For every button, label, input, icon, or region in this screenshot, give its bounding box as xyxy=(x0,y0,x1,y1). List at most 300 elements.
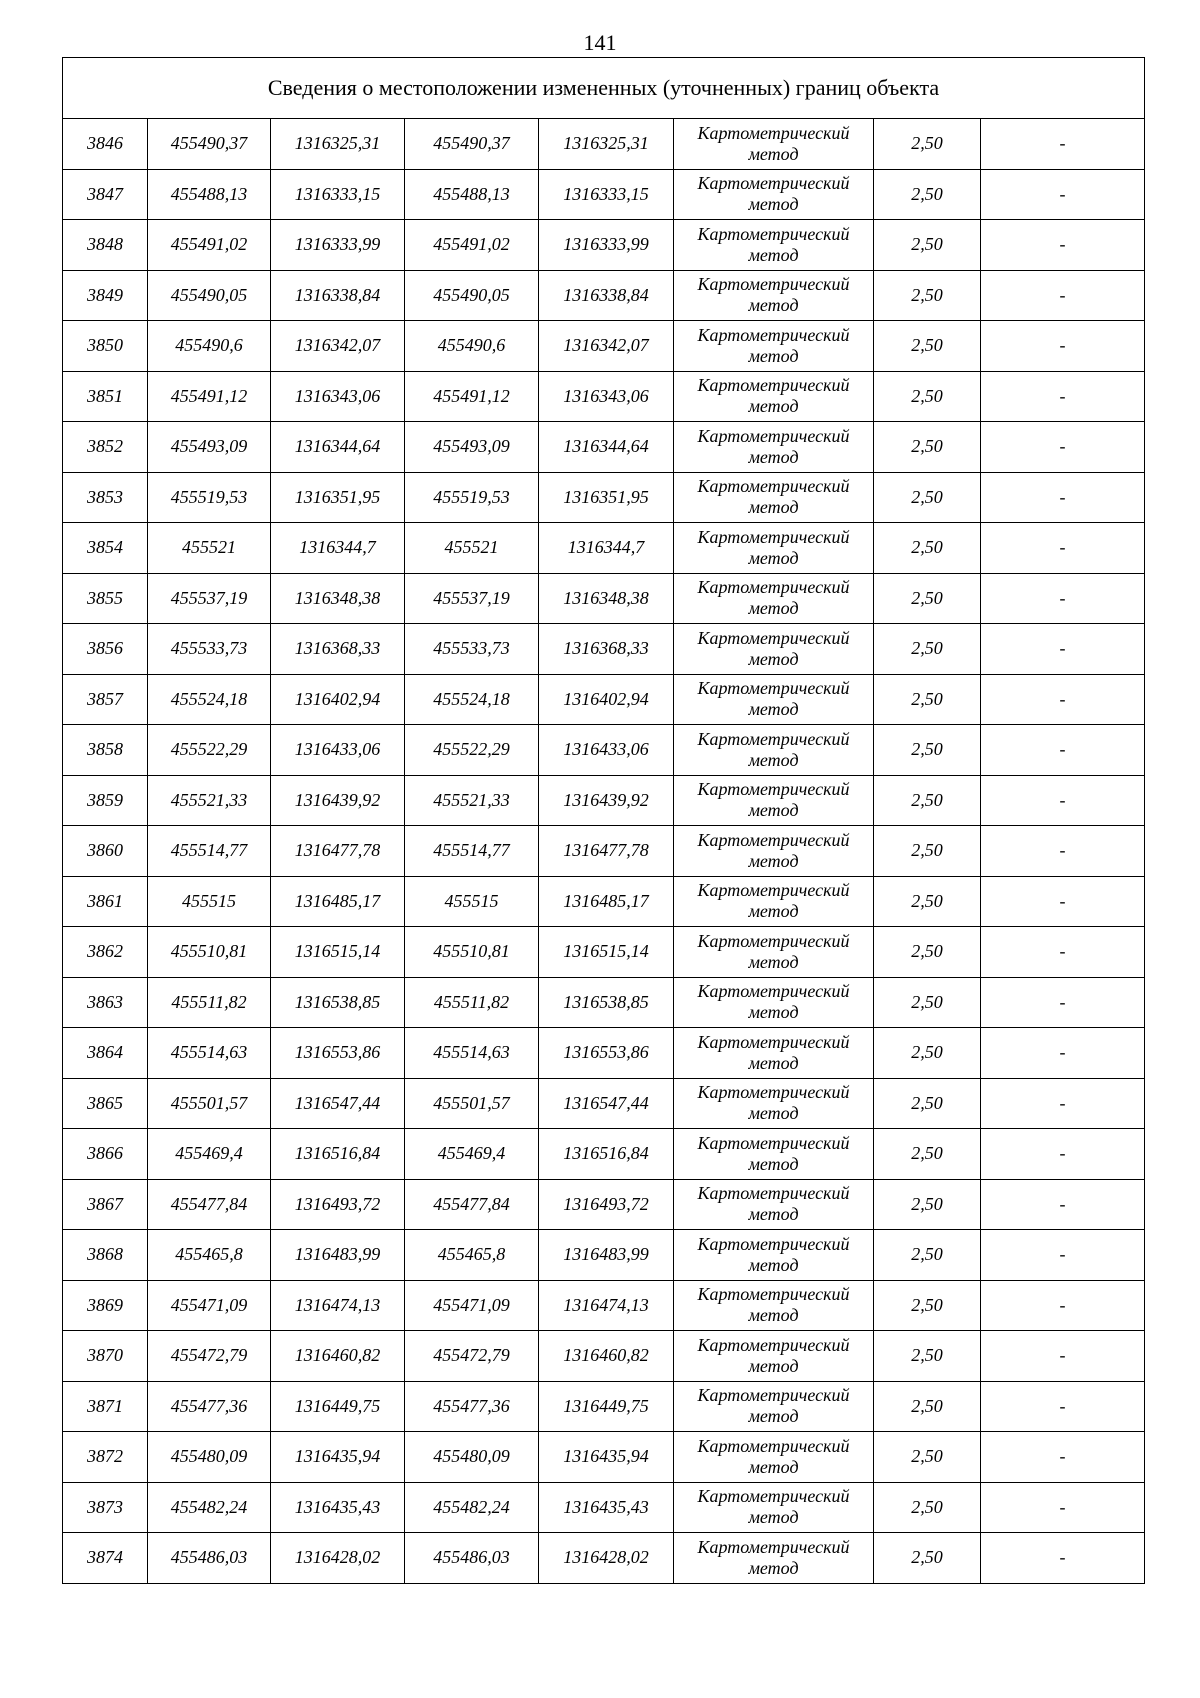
x-existing-cell: 455491,12 xyxy=(148,371,271,422)
x-refined-cell: 455469,4 xyxy=(405,1129,539,1180)
accuracy-cell: 2,50 xyxy=(874,977,981,1028)
method-cell xyxy=(674,977,874,1028)
method-line-1: Картометрический xyxy=(697,425,850,446)
x-existing-cell: 455472,79 xyxy=(148,1331,271,1382)
method-line-2: метод xyxy=(748,497,799,518)
y-refined-cell: 1316344,64 xyxy=(539,422,674,473)
accuracy-cell: 2,50 xyxy=(874,119,981,170)
method-line-1: Картометрический xyxy=(697,577,850,598)
x-existing-cell: 455533,73 xyxy=(148,624,271,675)
note-cell: - xyxy=(981,321,1145,372)
method-line-1: Картометрический xyxy=(697,173,850,194)
method-line-1: Картометрический xyxy=(697,1284,850,1305)
x-refined-cell: 455488,13 xyxy=(405,169,539,220)
method-line-1: Картометрический xyxy=(697,1536,850,1557)
point-number-cell: 3871 xyxy=(63,1381,148,1432)
accuracy-cell: 2,50 xyxy=(874,1432,981,1483)
x-refined-cell: 455521 xyxy=(405,523,539,574)
table-row xyxy=(63,1028,1145,1079)
y-existing-cell: 1316477,78 xyxy=(271,826,405,877)
y-refined-cell: 1316483,99 xyxy=(539,1230,674,1281)
x-existing-cell: 455480,09 xyxy=(148,1432,271,1483)
y-existing-cell: 1316553,86 xyxy=(271,1028,405,1079)
point-number-cell: 3855 xyxy=(63,573,148,624)
method-cell xyxy=(674,1179,874,1230)
x-existing-cell: 455477,36 xyxy=(148,1381,271,1432)
x-existing-cell: 455521 xyxy=(148,523,271,574)
method-cell xyxy=(674,169,874,220)
note-cell: - xyxy=(981,624,1145,675)
y-refined-cell: 1316433,06 xyxy=(539,725,674,776)
point-number-cell: 3872 xyxy=(63,1432,148,1483)
method-line-1: Картометрический xyxy=(697,274,850,295)
y-refined-cell: 1316402,94 xyxy=(539,674,674,725)
method-cell xyxy=(674,523,874,574)
method-line-1: Картометрический xyxy=(697,1031,850,1052)
x-refined-cell: 455522,29 xyxy=(405,725,539,776)
note-cell: - xyxy=(981,270,1145,321)
table-row xyxy=(63,927,1145,978)
note-cell: - xyxy=(981,472,1145,523)
method-line-1: Картометрический xyxy=(697,223,850,244)
method-line-2: метод xyxy=(748,598,799,619)
y-existing-cell: 1316338,84 xyxy=(271,270,405,321)
accuracy-cell: 2,50 xyxy=(874,270,981,321)
x-refined-cell: 455537,19 xyxy=(405,573,539,624)
accuracy-cell: 2,50 xyxy=(874,674,981,725)
table-row xyxy=(63,624,1145,675)
method-cell xyxy=(674,624,874,675)
table-row xyxy=(63,1331,1145,1382)
x-existing-cell: 455510,81 xyxy=(148,927,271,978)
method-line-1: Картометрический xyxy=(697,1183,850,1204)
y-existing-cell: 1316333,15 xyxy=(271,169,405,220)
method-line-1: Картометрический xyxy=(697,627,850,648)
method-line-1: Картометрический xyxy=(697,829,850,850)
point-number-cell: 3853 xyxy=(63,472,148,523)
y-refined-cell: 1316547,44 xyxy=(539,1078,674,1129)
table-row xyxy=(63,1381,1145,1432)
accuracy-cell: 2,50 xyxy=(874,523,981,574)
y-existing-cell: 1316368,33 xyxy=(271,624,405,675)
accuracy-cell: 2,50 xyxy=(874,876,981,927)
accuracy-cell: 2,50 xyxy=(874,927,981,978)
boundary-coordinates-table xyxy=(62,57,1145,1584)
table-row xyxy=(63,1533,1145,1584)
y-refined-cell: 1316449,75 xyxy=(539,1381,674,1432)
point-number-cell: 3850 xyxy=(63,321,148,372)
note-cell: - xyxy=(981,674,1145,725)
method-line-2: метод xyxy=(748,648,799,669)
method-line-2: метод xyxy=(748,295,799,316)
y-refined-cell: 1316333,99 xyxy=(539,220,674,271)
table-title: Сведения о местоположении измененных (уточненных) границ объекта xyxy=(63,58,1145,119)
table-row xyxy=(63,1230,1145,1281)
method-cell xyxy=(674,1432,874,1483)
method-cell xyxy=(674,119,874,170)
y-refined-cell: 1316515,14 xyxy=(539,927,674,978)
table-title-row xyxy=(63,58,1145,119)
accuracy-cell: 2,50 xyxy=(874,220,981,271)
method-cell xyxy=(674,321,874,372)
method-line-2: метод xyxy=(748,749,799,770)
x-existing-cell: 455511,82 xyxy=(148,977,271,1028)
method-line-2: метод xyxy=(748,1103,799,1124)
point-number-cell: 3873 xyxy=(63,1482,148,1533)
x-existing-cell: 455493,09 xyxy=(148,422,271,473)
note-cell: - xyxy=(981,826,1145,877)
method-cell xyxy=(674,674,874,725)
y-existing-cell: 1316538,85 xyxy=(271,977,405,1028)
x-refined-cell: 455472,79 xyxy=(405,1331,539,1382)
method-cell xyxy=(674,927,874,978)
note-cell: - xyxy=(981,876,1145,927)
note-cell: - xyxy=(981,1230,1145,1281)
point-number-cell: 3854 xyxy=(63,523,148,574)
method-line-1: Картометрический xyxy=(697,880,850,901)
table-row xyxy=(63,321,1145,372)
point-number-cell: 3868 xyxy=(63,1230,148,1281)
accuracy-cell: 2,50 xyxy=(874,573,981,624)
method-cell xyxy=(674,826,874,877)
accuracy-cell: 2,50 xyxy=(874,169,981,220)
accuracy-cell: 2,50 xyxy=(874,321,981,372)
point-number-cell: 3864 xyxy=(63,1028,148,1079)
y-existing-cell: 1316344,64 xyxy=(271,422,405,473)
x-refined-cell: 455514,63 xyxy=(405,1028,539,1079)
y-refined-cell: 1316351,95 xyxy=(539,472,674,523)
y-existing-cell: 1316515,14 xyxy=(271,927,405,978)
y-existing-cell: 1316351,95 xyxy=(271,472,405,523)
x-existing-cell: 455524,18 xyxy=(148,674,271,725)
method-cell xyxy=(674,270,874,321)
x-refined-cell: 455465,8 xyxy=(405,1230,539,1281)
x-refined-cell: 455521,33 xyxy=(405,775,539,826)
method-line-1: Картометрический xyxy=(697,1132,850,1153)
point-number-cell: 3870 xyxy=(63,1331,148,1382)
method-cell xyxy=(674,1381,874,1432)
method-line-2: метод xyxy=(748,547,799,568)
method-line-1: Картометрический xyxy=(697,122,850,143)
method-cell xyxy=(674,573,874,624)
table-row xyxy=(63,1280,1145,1331)
note-cell: - xyxy=(981,725,1145,776)
method-line-1: Картометрический xyxy=(697,930,850,951)
y-existing-cell: 1316449,75 xyxy=(271,1381,405,1432)
table-row xyxy=(63,422,1145,473)
point-number-cell: 3865 xyxy=(63,1078,148,1129)
x-existing-cell: 455519,53 xyxy=(148,472,271,523)
note-cell: - xyxy=(981,775,1145,826)
note-cell: - xyxy=(981,169,1145,220)
accuracy-cell: 2,50 xyxy=(874,1381,981,1432)
method-line-1: Картометрический xyxy=(697,324,850,345)
method-cell xyxy=(674,1129,874,1180)
table-row xyxy=(63,725,1145,776)
y-refined-cell: 1316553,86 xyxy=(539,1028,674,1079)
x-existing-cell: 455537,19 xyxy=(148,573,271,624)
x-existing-cell: 455515 xyxy=(148,876,271,927)
x-refined-cell: 455490,05 xyxy=(405,270,539,321)
method-line-2: метод xyxy=(748,446,799,467)
method-cell xyxy=(674,725,874,776)
method-line-2: метод xyxy=(748,1254,799,1275)
note-cell: - xyxy=(981,1482,1145,1533)
note-cell: - xyxy=(981,1432,1145,1483)
method-line-2: метод xyxy=(748,1355,799,1376)
table-row xyxy=(63,371,1145,422)
y-refined-cell: 1316325,31 xyxy=(539,119,674,170)
method-line-1: Картометрический xyxy=(697,1385,850,1406)
table-row xyxy=(63,775,1145,826)
x-refined-cell: 455491,12 xyxy=(405,371,539,422)
x-existing-cell: 455482,24 xyxy=(148,1482,271,1533)
y-existing-cell: 1316493,72 xyxy=(271,1179,405,1230)
method-line-2: метод xyxy=(748,1557,799,1578)
table-row xyxy=(63,220,1145,271)
method-cell xyxy=(674,1482,874,1533)
method-line-1: Картометрический xyxy=(697,476,850,497)
method-line-1: Картометрический xyxy=(697,728,850,749)
point-number-cell: 3861 xyxy=(63,876,148,927)
method-line-1: Картометрический xyxy=(697,1082,850,1103)
x-refined-cell: 455477,84 xyxy=(405,1179,539,1230)
x-refined-cell: 455514,77 xyxy=(405,826,539,877)
method-cell xyxy=(674,1533,874,1584)
x-refined-cell: 455510,81 xyxy=(405,927,539,978)
table-row xyxy=(63,977,1145,1028)
x-existing-cell: 455522,29 xyxy=(148,725,271,776)
method-line-2: метод xyxy=(748,345,799,366)
y-refined-cell: 1316485,17 xyxy=(539,876,674,927)
y-existing-cell: 1316483,99 xyxy=(271,1230,405,1281)
accuracy-cell: 2,50 xyxy=(874,725,981,776)
x-refined-cell: 455490,37 xyxy=(405,119,539,170)
y-existing-cell: 1316439,92 xyxy=(271,775,405,826)
method-line-2: метод xyxy=(748,699,799,720)
method-line-2: метод xyxy=(748,1456,799,1477)
x-existing-cell: 455514,63 xyxy=(148,1028,271,1079)
y-refined-cell: 1316435,94 xyxy=(539,1432,674,1483)
accuracy-cell: 2,50 xyxy=(874,371,981,422)
accuracy-cell: 2,50 xyxy=(874,775,981,826)
table-row xyxy=(63,523,1145,574)
y-existing-cell: 1316325,31 xyxy=(271,119,405,170)
page-number: 141 xyxy=(583,30,617,55)
method-cell xyxy=(674,472,874,523)
method-line-2: метод xyxy=(748,850,799,871)
table-row xyxy=(63,876,1145,927)
method-line-2: метод xyxy=(748,1406,799,1427)
x-refined-cell: 455515 xyxy=(405,876,539,927)
method-cell xyxy=(674,775,874,826)
method-line-2: метод xyxy=(748,1305,799,1326)
method-line-2: метод xyxy=(748,1204,799,1225)
method-cell xyxy=(674,1230,874,1281)
y-existing-cell: 1316485,17 xyxy=(271,876,405,927)
table-row xyxy=(63,1129,1145,1180)
accuracy-cell: 2,50 xyxy=(874,1482,981,1533)
accuracy-cell: 2,50 xyxy=(874,1533,981,1584)
y-existing-cell: 1316342,07 xyxy=(271,321,405,372)
y-refined-cell: 1316428,02 xyxy=(539,1533,674,1584)
y-refined-cell: 1316338,84 xyxy=(539,270,674,321)
y-existing-cell: 1316435,94 xyxy=(271,1432,405,1483)
y-refined-cell: 1316435,43 xyxy=(539,1482,674,1533)
y-refined-cell: 1316493,72 xyxy=(539,1179,674,1230)
y-existing-cell: 1316333,99 xyxy=(271,220,405,271)
note-cell: - xyxy=(981,1280,1145,1331)
table-row xyxy=(63,1482,1145,1533)
method-line-2: метод xyxy=(748,244,799,265)
table-row xyxy=(63,1179,1145,1230)
note-cell: - xyxy=(981,1331,1145,1382)
table-row xyxy=(63,1432,1145,1483)
method-line-2: метод xyxy=(748,396,799,417)
point-number-cell: 3862 xyxy=(63,927,148,978)
note-cell: - xyxy=(981,371,1145,422)
x-refined-cell: 455471,09 xyxy=(405,1280,539,1331)
method-line-1: Картометрический xyxy=(697,1233,850,1254)
note-cell: - xyxy=(981,977,1145,1028)
point-number-cell: 3859 xyxy=(63,775,148,826)
note-cell: - xyxy=(981,573,1145,624)
x-refined-cell: 455501,57 xyxy=(405,1078,539,1129)
method-cell xyxy=(674,1028,874,1079)
note-cell: - xyxy=(981,1381,1145,1432)
method-cell xyxy=(674,371,874,422)
accuracy-cell: 2,50 xyxy=(874,1129,981,1180)
table-row xyxy=(63,169,1145,220)
point-number-cell: 3863 xyxy=(63,977,148,1028)
y-refined-cell: 1316348,38 xyxy=(539,573,674,624)
y-existing-cell: 1316343,06 xyxy=(271,371,405,422)
x-existing-cell: 455514,77 xyxy=(148,826,271,877)
method-line-2: метод xyxy=(748,1052,799,1073)
x-existing-cell: 455465,8 xyxy=(148,1230,271,1281)
method-line-2: метод xyxy=(748,143,799,164)
y-refined-cell: 1316460,82 xyxy=(539,1331,674,1382)
accuracy-cell: 2,50 xyxy=(874,1331,981,1382)
point-number-cell: 3866 xyxy=(63,1129,148,1180)
x-refined-cell: 455490,6 xyxy=(405,321,539,372)
y-existing-cell: 1316460,82 xyxy=(271,1331,405,1382)
x-existing-cell: 455471,09 xyxy=(148,1280,271,1331)
table-row xyxy=(63,472,1145,523)
method-line-1: Картометрический xyxy=(697,1334,850,1355)
x-refined-cell: 455477,36 xyxy=(405,1381,539,1432)
x-refined-cell: 455511,82 xyxy=(405,977,539,1028)
x-existing-cell: 455490,6 xyxy=(148,321,271,372)
table-row xyxy=(63,826,1145,877)
point-number-cell: 3869 xyxy=(63,1280,148,1331)
accuracy-cell: 2,50 xyxy=(874,472,981,523)
note-cell: - xyxy=(981,1179,1145,1230)
x-refined-cell: 455480,09 xyxy=(405,1432,539,1483)
point-number-cell: 3860 xyxy=(63,826,148,877)
y-refined-cell: 1316333,15 xyxy=(539,169,674,220)
x-existing-cell: 455469,4 xyxy=(148,1129,271,1180)
note-cell: - xyxy=(981,119,1145,170)
x-existing-cell: 455491,02 xyxy=(148,220,271,271)
y-existing-cell: 1316516,84 xyxy=(271,1129,405,1180)
y-existing-cell: 1316433,06 xyxy=(271,725,405,776)
x-refined-cell: 455519,53 xyxy=(405,472,539,523)
accuracy-cell: 2,50 xyxy=(874,1028,981,1079)
y-existing-cell: 1316348,38 xyxy=(271,573,405,624)
x-existing-cell: 455490,05 xyxy=(148,270,271,321)
note-cell: - xyxy=(981,220,1145,271)
x-existing-cell: 455521,33 xyxy=(148,775,271,826)
x-existing-cell: 455486,03 xyxy=(148,1533,271,1584)
note-cell: - xyxy=(981,1533,1145,1584)
y-refined-cell: 1316474,13 xyxy=(539,1280,674,1331)
accuracy-cell: 2,50 xyxy=(874,422,981,473)
x-existing-cell: 455501,57 xyxy=(148,1078,271,1129)
x-existing-cell: 455488,13 xyxy=(148,169,271,220)
method-line-1: Картометрический xyxy=(697,779,850,800)
point-number-cell: 3852 xyxy=(63,422,148,473)
point-number-cell: 3847 xyxy=(63,169,148,220)
method-line-2: метод xyxy=(748,1507,799,1528)
note-cell: - xyxy=(981,1028,1145,1079)
method-line-2: метод xyxy=(748,901,799,922)
point-number-cell: 3858 xyxy=(63,725,148,776)
point-number-cell: 3846 xyxy=(63,119,148,170)
point-number-cell: 3874 xyxy=(63,1533,148,1584)
point-number-cell: 3848 xyxy=(63,220,148,271)
accuracy-cell: 2,50 xyxy=(874,624,981,675)
method-line-2: метод xyxy=(748,1002,799,1023)
point-number-cell: 3851 xyxy=(63,371,148,422)
point-number-cell: 3867 xyxy=(63,1179,148,1230)
x-refined-cell: 455491,02 xyxy=(405,220,539,271)
y-existing-cell: 1316402,94 xyxy=(271,674,405,725)
method-line-2: метод xyxy=(748,1153,799,1174)
y-refined-cell: 1316368,33 xyxy=(539,624,674,675)
accuracy-cell: 2,50 xyxy=(874,1179,981,1230)
y-existing-cell: 1316547,44 xyxy=(271,1078,405,1129)
table-row xyxy=(63,674,1145,725)
method-cell xyxy=(674,1280,874,1331)
y-refined-cell: 1316477,78 xyxy=(539,826,674,877)
table-row xyxy=(63,270,1145,321)
x-refined-cell: 455524,18 xyxy=(405,674,539,725)
table-row xyxy=(63,119,1145,170)
note-cell: - xyxy=(981,927,1145,978)
table-row xyxy=(63,573,1145,624)
method-line-2: метод xyxy=(748,951,799,972)
method-line-1: Картометрический xyxy=(697,1486,850,1507)
point-number-cell: 3856 xyxy=(63,624,148,675)
x-existing-cell: 455477,84 xyxy=(148,1179,271,1230)
method-cell xyxy=(674,422,874,473)
method-line-1: Картометрический xyxy=(697,526,850,547)
y-existing-cell: 1316435,43 xyxy=(271,1482,405,1533)
accuracy-cell: 2,50 xyxy=(874,1280,981,1331)
y-existing-cell: 1316344,7 xyxy=(271,523,405,574)
method-cell xyxy=(674,1331,874,1382)
note-cell: - xyxy=(981,523,1145,574)
x-refined-cell: 455486,03 xyxy=(405,1533,539,1584)
table-row xyxy=(63,1078,1145,1129)
method-line-1: Картометрический xyxy=(697,981,850,1002)
x-existing-cell: 455490,37 xyxy=(148,119,271,170)
x-refined-cell: 455533,73 xyxy=(405,624,539,675)
point-number-cell: 3849 xyxy=(63,270,148,321)
note-cell: - xyxy=(981,1078,1145,1129)
method-line-1: Картометрический xyxy=(697,678,850,699)
